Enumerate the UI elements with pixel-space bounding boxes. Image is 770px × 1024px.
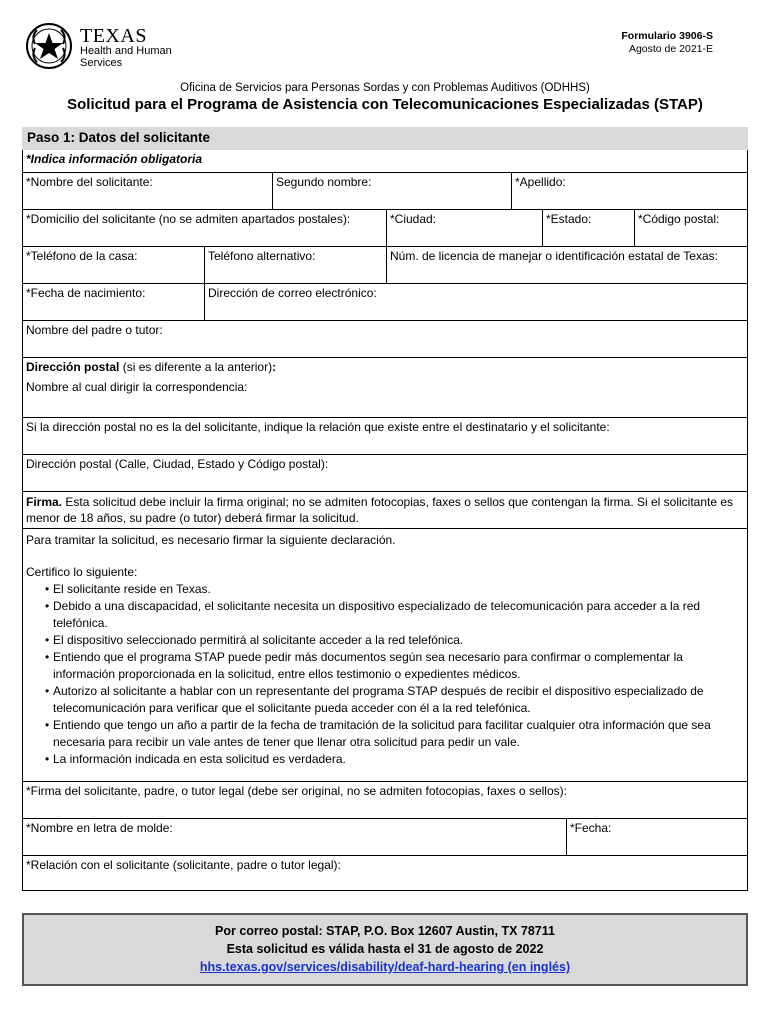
logo-line2: Services bbox=[80, 56, 123, 69]
signature-field[interactable]: *Firma del solicitante, padre, o tutor legal (debe ser original, no se admiten fotocopias, faxes o sellos): bbox=[26, 784, 567, 798]
mandatory-note: *Indica información obligatoria bbox=[26, 152, 203, 166]
middle-name-field[interactable]: Segundo nombre: bbox=[272, 173, 511, 209]
application-form bbox=[22, 127, 748, 891]
print-name-field[interactable]: *Nombre en letra de molde: bbox=[26, 821, 173, 835]
list-item: • El dispositivo seleccionado permitirá al solicitante acceder a la red telefónica. bbox=[46, 632, 744, 649]
zip-field[interactable]: *Código postal: bbox=[634, 210, 747, 246]
mailing-label-bold: Dirección postal bbox=[26, 360, 120, 374]
form-id bbox=[621, 30, 713, 56]
list-item: • El solicitante reside en Texas. bbox=[46, 581, 744, 598]
texas-seal-icon bbox=[25, 22, 73, 70]
mailing-name-field[interactable]: Nombre al cual dirigir la correspondencia: bbox=[26, 380, 248, 394]
signature-label-bold: Firma. bbox=[26, 495, 63, 509]
state-field[interactable]: *Estado: bbox=[542, 210, 634, 246]
mail-address: Por correo postal: STAP, P.O. Box 12607 Austin, TX 78711 bbox=[215, 924, 555, 938]
validity-note: Esta solicitud es válida hasta el 31 de agosto de 2022 bbox=[226, 942, 544, 956]
guardian-field[interactable]: Nombre del padre o tutor: bbox=[26, 323, 163, 337]
logo-line1: Health and Human bbox=[80, 45, 172, 57]
page-title: Solicitud para el Programa de Asistencia con Telecomunicaciones Especializadas (STAP) bbox=[67, 96, 703, 113]
mail-footer bbox=[22, 913, 748, 986]
home-phone-field[interactable]: *Teléfono de la casa: bbox=[26, 249, 138, 263]
mailing-address-field[interactable]: Dirección postal (Calle, Ciudad, Estado y Código postal): bbox=[26, 457, 329, 471]
first-name-field[interactable]: *Nombre del solicitante: bbox=[26, 175, 153, 189]
last-name-field[interactable]: *Apellido: bbox=[511, 173, 747, 209]
email-field[interactable]: Dirección de correo electrónico: bbox=[204, 284, 747, 320]
form-number: Formulario 3906-S bbox=[621, 30, 713, 42]
signature-label-rest: Esta solicitud debe incluir la firma original; no se admiten fotocopias, faxes o sellos que contengan la firma. Si el solicitante es menor de 18 años, su padre (o tutor) deberá firmar la solicitud. bbox=[26, 495, 734, 525]
step1-box bbox=[22, 150, 748, 891]
relation-field[interactable]: *Relación con el solicitante (solicitante, padre o tutor legal): bbox=[26, 858, 341, 872]
date-field[interactable]: *Fecha: bbox=[566, 819, 747, 855]
mailing-relation-field[interactable]: Si la dirección postal no es la del solicitante, indique la relación que existe entre el destinatario y el solicitante: bbox=[26, 420, 610, 434]
mailing-label-rest: (si es diferente a la anterior) bbox=[119, 360, 273, 374]
list-item: • Entiendo que el programa STAP puede pedir más documentos según sea necesario para confirmar o complementar la información proporcionada en la solicitud, entre ellos testimonio o expedientes médicos. bbox=[46, 649, 744, 683]
birth-date-field[interactable]: *Fecha de nacimiento: bbox=[26, 286, 146, 300]
certify-heading: Certifico lo siguiente: bbox=[26, 565, 138, 579]
city-field[interactable]: *Ciudad: bbox=[386, 210, 542, 246]
form-date: Agosto de 2021-E bbox=[628, 43, 713, 55]
certification-block bbox=[23, 529, 747, 781]
list-item: • La información indicada en esta solicitud es verdadera. bbox=[46, 751, 744, 768]
list-item: • Debido a una discapacidad, el solicitante necesita un dispositivo especializado de telecomunicación para acceder a la red telefónica. bbox=[46, 598, 744, 632]
alt-phone-field[interactable]: Teléfono alternativo: bbox=[204, 247, 386, 283]
mailing-heading bbox=[23, 358, 747, 378]
step1-heading: Paso 1: Datos del solicitante bbox=[22, 127, 748, 150]
signature-notice bbox=[23, 492, 747, 528]
certification-list bbox=[26, 581, 744, 768]
hhs-link[interactable]: hhs.texas.gov/services/disability/deaf-hard-hearing (en inglés) bbox=[199, 960, 571, 974]
address-field[interactable]: *Domicilio del solicitante (no se admiten apartados postales): bbox=[26, 212, 351, 226]
logo-texas: TEXAS bbox=[80, 25, 147, 47]
office-name: Oficina de Servicios para Personas Sordas y con Problemas Auditivos (ODHHS) bbox=[180, 82, 590, 94]
mailing-colon: : bbox=[272, 360, 277, 374]
hhs-logo bbox=[25, 22, 195, 74]
list-item: • Entiendo que tengo un año a partir de la fecha de tramitación de la solicitud para facilitar cualquier otra información que sea necesaria para recibir un vale antes de tener que llenar otra solicitud para pedir un vale. bbox=[46, 717, 744, 751]
certification-intro: Para tramitar la solicitud, es necesario firmar la siguiente declaración. bbox=[26, 533, 396, 547]
list-item: • Autorizo al solicitante a hablar con un representante del programa STAP después de recibir el dispositivo especializado de telecomunicación para verificar que el solicitante pueda acceder con él a la red telefónica. bbox=[46, 683, 744, 717]
license-field[interactable]: Núm. de licencia de manejar o identificación estatal de Texas: bbox=[386, 247, 747, 283]
